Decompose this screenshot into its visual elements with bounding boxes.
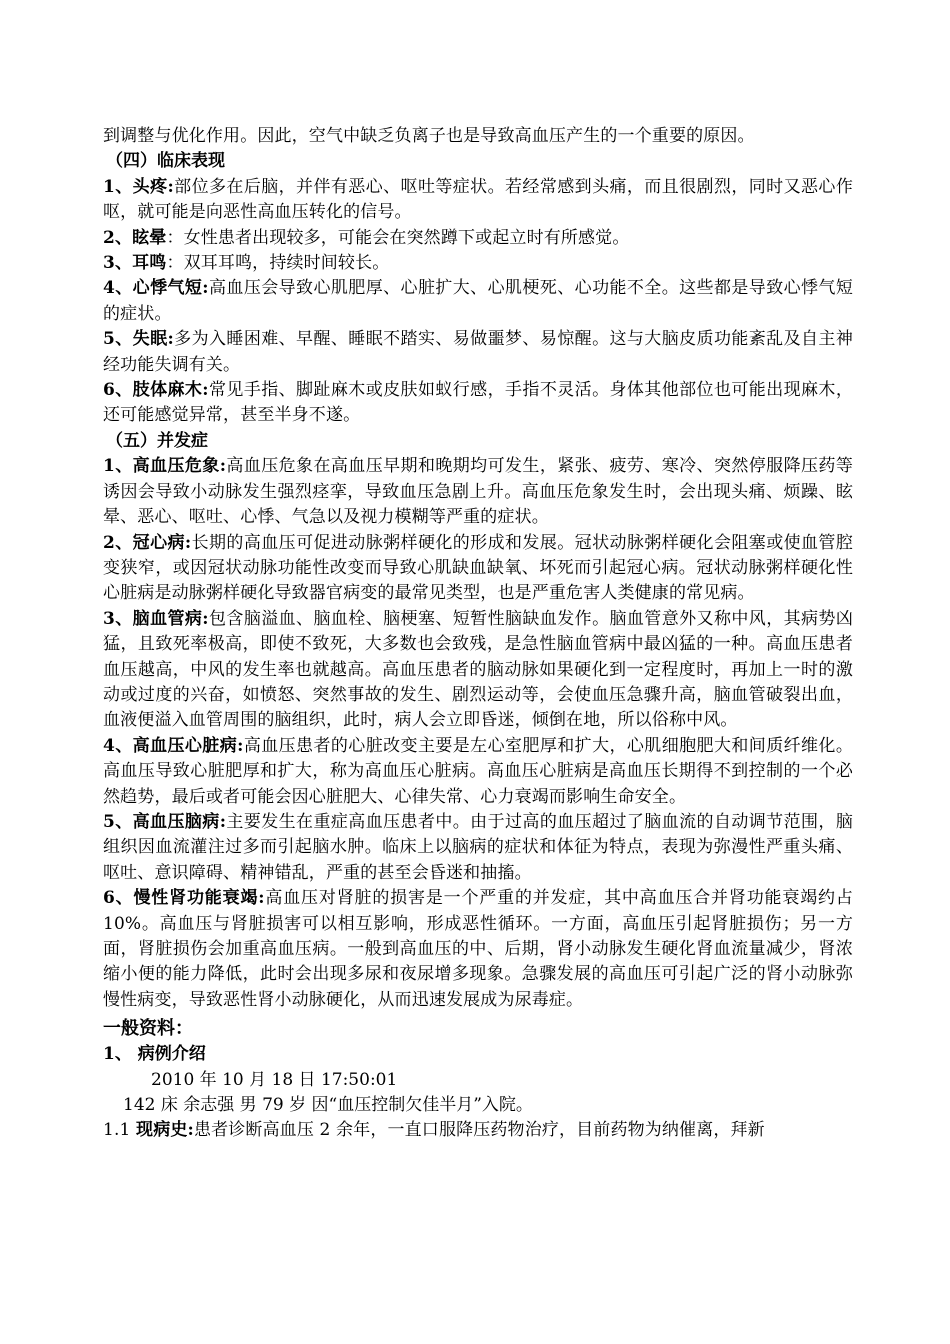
present-history [103, 1118, 853, 1143]
document-page [103, 124, 853, 1144]
item-text: ：双耳耳鸣，持续时间较长。 [166, 253, 390, 274]
list-item [103, 531, 853, 607]
list-item [103, 886, 853, 1013]
case-intro-heading: 1、 病例介绍 [103, 1044, 206, 1065]
item-text: 长期的高血压可促进动脉粥样硬化的形成和发展。冠状动脉粥样硬化会阻塞或使血管腔变狭窄，或因冠状动脉功能性改变而导致心肌缺血缺氧、坏死而引起冠心病。冠状动脉粥样硬化性心脏病是动脉粥样硬化导致器官病变的最常见类型，也是严重危害人类健康的常见病。 [103, 532, 853, 604]
history-label: 现病史: [136, 1120, 194, 1141]
item-text: 主要发生在重症高血压患者中。由于过高的血压超过了脑血流的自动调节范围，脑组织因血流灌注过多而引起脑水肿。临床上以脑病的症状和体征为特点，表现为弥漫性严重头痛、呕吐、意识障碍、精神错乱，严重的甚至会昏迷和抽搐。 [103, 811, 853, 883]
item-label: 3、脑血管病: [103, 608, 209, 629]
list-item [103, 276, 853, 327]
item-text: 包含脑溢血、脑血栓、脑梗塞、短暂性脑缺血发作。脑血管意外又称中风，其病势凶猛，且致死率极高，即使不致死，大多数也会致残，是急性脑血管病中最凶猛的一种。高血压患者血压越高，中风的发生率也就越高。高血压患者的脑动脉如果硬化到一定程度时，再加上一时的激动或过度的兴奋，如愤怒、突然事故的发生、剧烈运动等，会使血压急骤升高，脑血管破裂出血，血液便溢入血管周围的脑组织，此时，病人会立即昏迷，倾倒在地，所以俗称中风。 [103, 608, 853, 731]
admission-datetime: 2010 年 10 月 18 日 17:50:01 [151, 1069, 398, 1090]
section-heading-complications: （五）并发症 [106, 430, 208, 451]
list-item [103, 226, 853, 251]
item-label: 2、冠心病: [103, 532, 192, 553]
item-label: 6、肢体麻木: [103, 380, 209, 401]
history-text: 患者诊断高血压 2 余年，一直口服降压药物治疗，目前药物为纳催离，拜新 [193, 1120, 765, 1141]
item-text: 常见手指、脚趾麻木或皮肤如蚁行感，手指不灵活。身体其他部位也可能出现麻木，还可能感觉异常，甚至半身不遂。 [103, 380, 853, 426]
item-label: 4、心悸气短: [103, 278, 209, 299]
item-text: 高血压危象在高血压早期和晚期均可发生，紧张、疲劳、寒冷、突然停服降压药等诱因会导致小动脉发生强烈痉挛，导致血压急剧上升。高血压危象发生时，会出现头痛、烦躁、眩晕、恶心、呕吐、心悸、气急以及视力模糊等严重的症状。 [103, 456, 853, 528]
item-label: 4、高血压心脏病: [103, 735, 244, 756]
clinical-list [103, 175, 853, 429]
list-item [103, 327, 853, 378]
list-item [103, 810, 853, 886]
complications-list [103, 454, 853, 1013]
item-label: 2、眩晕 [103, 227, 167, 248]
item-text: 部位多在后脑，并伴有恶心、呕吐等症状。若经常感到头痛，而且很剧烈，同时又恶心作呕，就可能是向恶性高血压转化的信号。 [103, 176, 853, 223]
item-label: 1、头疼: [103, 176, 174, 197]
item-label: 3、耳鸣 [103, 253, 167, 274]
patient-info: 142 床 余志强 男 79 岁 因“血压控制欠佳半月”入院。 [123, 1095, 533, 1116]
item-text: 高血压对肾脏的损害是一个严重的并发症，其中高血压合并肾功能衰竭约占 10%。高血压与肾脏损害可以相互影响，形成恶性循环。一方面，高血压引起肾脏损伤；另一方面，肾脏损伤会加重高血压病。一般到高血压的中、后期，肾小动脉发生硬化肾血流量减少，肾浓缩小便的能力降低，此时会出现多尿和夜尿增多现象。急骤发展的高血压可引起广泛的肾小动脉弥慢性病变，导致恶性肾小动脉硬化，从而迅速发展成为尿毒症。 [103, 888, 853, 1010]
intro-paragraph: 到调整与优化作用。因此，空气中缺乏负离子也是导致高血压产生的一个重要的原因。 [103, 126, 755, 146]
list-item [103, 734, 853, 810]
history-number: 1.1 [103, 1120, 137, 1141]
item-label: 1、高血压危象: [103, 456, 227, 477]
list-item [103, 251, 853, 276]
general-info-heading: 一般资料： [103, 1018, 193, 1040]
item-text: 高血压患者的心脏改变主要是左心室肥厚和扩大，心肌细胞肥大和间质纤维化。高血压导致心脏肥厚和扩大，称为高血压心脏病。高血压心脏病是高血压长期得不到控制的一个必然趋势，最后或者可能会因心脏肥大、心律失常、心力衰竭而影响生命安全。 [103, 735, 853, 807]
item-label: 6、慢性肾功能衰竭: [103, 888, 265, 909]
item-label: 5、高血压脑病: [103, 811, 227, 832]
item-text: ：女性患者出现较多，可能会在突然蹲下或起立时有所感觉。 [166, 227, 630, 248]
item-text: 高血压会导致心肌肥厚、心脏扩大、心肌梗死、心功能不全。这些都是导致心悸气短的症状。 [103, 278, 853, 324]
list-item [103, 378, 853, 429]
section-heading-clinical: （四）临床表现 [106, 151, 225, 172]
item-label: 5、失眠: [103, 329, 174, 350]
item-text: 多为入睡困难、早醒、睡眠不踏实、易做噩梦、易惊醒。这与大脑皮质功能紊乱及自主神经功能失调有关。 [103, 329, 853, 375]
list-item [103, 607, 853, 734]
list-item [103, 454, 853, 530]
list-item [103, 175, 853, 226]
